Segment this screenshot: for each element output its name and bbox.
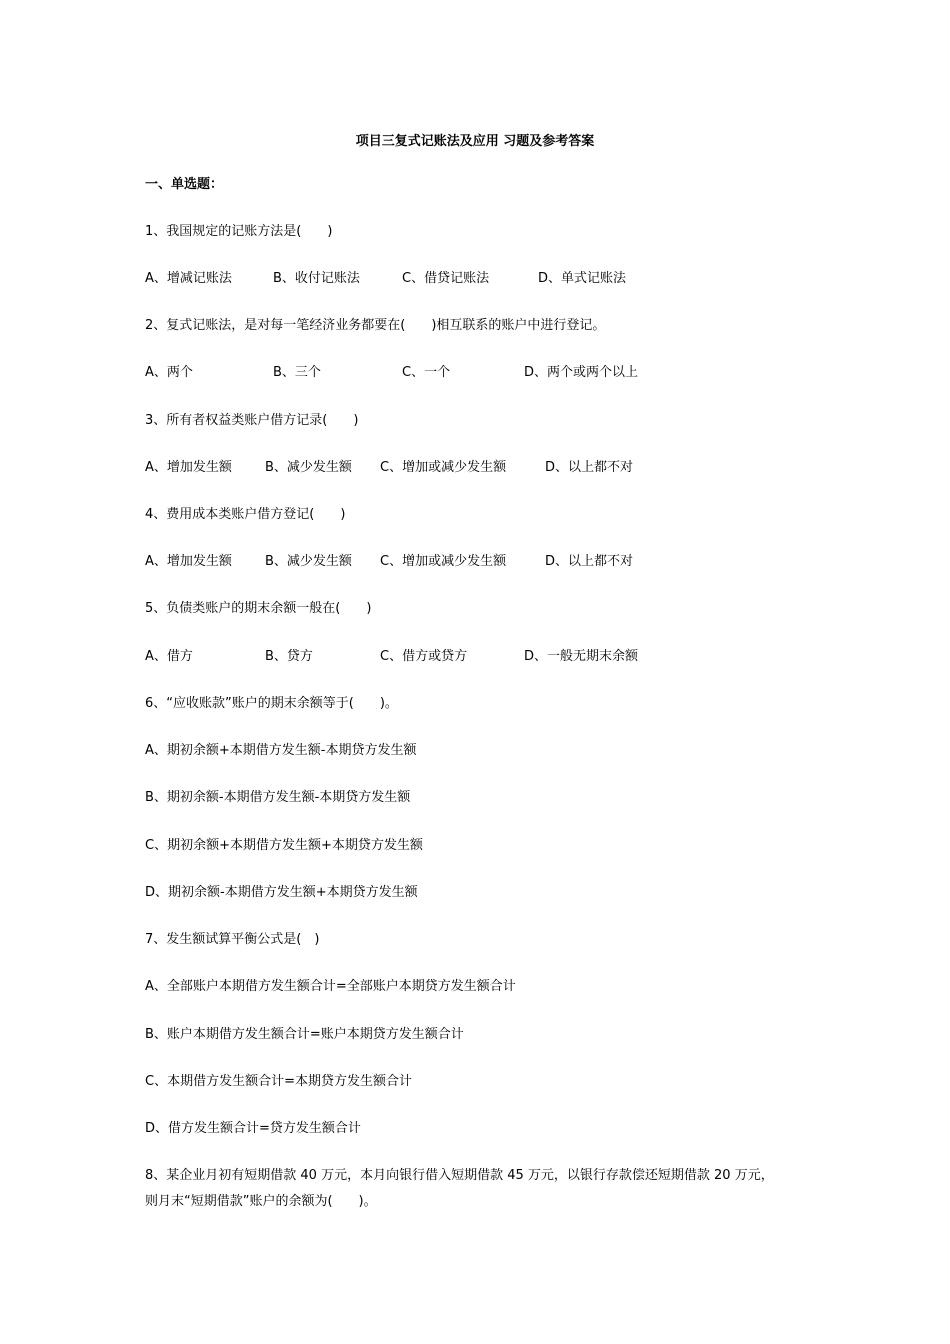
option-b: B、减少发生额 [265, 554, 352, 569]
option-b: B、贷方 [265, 649, 313, 664]
question-6-option-b: B、期初余额-本期借方发生额-本期贷方发生额 [145, 790, 411, 805]
option-d: D、一般无期末余额 [524, 649, 639, 664]
option-a: A、借方 [145, 649, 193, 664]
option-d: D、两个或两个以上 [524, 365, 639, 380]
question-7-stem: 7、发生额试算平衡公式是( ) [145, 932, 320, 947]
section-heading: 一、单选题： [145, 177, 224, 192]
question-7-option-a: A、全部账户本期借方发生额合计=全部账户本期贷方发生额合计 [145, 979, 516, 994]
question-3-stem: 3、所有者权益类账户借方记录( ) [145, 413, 359, 428]
question-8-stem: 8、某企业月初有短期借款 40 万元，本月向银行借入短期借款 45 万元，以银行存款偿还短期借款 20 万元， [145, 1168, 774, 1183]
question-6-option-a: A、期初余额+本期借方发生额-本期贷方发生额 [145, 743, 417, 758]
question-7-option-c: C、本期借方发生额合计=本期贷方发生额合计 [145, 1074, 412, 1089]
question-6-option-c: C、期初余额+本期借方发生额+本期贷方发生额 [145, 838, 423, 853]
option-c: C、增加或减少发生额 [380, 460, 507, 475]
option-a: A、增加发生额 [145, 554, 232, 569]
option-d: D、单式记账法 [538, 271, 627, 286]
question-5-stem: 5、负债类账户的期末余额一般在( ) [145, 601, 372, 616]
option-a: A、两个 [145, 365, 193, 380]
question-8-stem-continued: 则月末“短期借款”账户的余额为( )。 [145, 1194, 377, 1209]
question-7-option-d: D、借方发生额合计=贷方发生额合计 [145, 1121, 361, 1136]
option-b: B、收付记账法 [273, 271, 360, 286]
option-b: B、减少发生额 [265, 460, 352, 475]
question-1-stem: 1、我国规定的记账方法是( ) [145, 224, 333, 239]
option-d: D、以上都不对 [545, 554, 634, 569]
option-c: C、增加或减少发生额 [380, 554, 507, 569]
option-c: C、借方或贷方 [380, 649, 468, 664]
option-b: B、三个 [273, 365, 321, 380]
document-title: 项目三复式记账法及应用 习题及参考答案 [355, 134, 595, 149]
option-c: C、一个 [402, 365, 451, 380]
question-4-stem: 4、费用成本类账户借方登记( ) [145, 507, 346, 522]
question-6-option-d: D、期初余额-本期借方发生额+本期贷方发生额 [145, 885, 418, 900]
option-c: C、借贷记账法 [402, 271, 490, 286]
question-6-stem: 6、“应收账款”账户的期末余额等于( )。 [145, 696, 398, 711]
question-2-stem: 2、复式记账法，是对每一笔经济业务都要在( )相互联系的账户中进行登记。 [145, 318, 606, 333]
option-a: A、增加发生额 [145, 460, 232, 475]
question-7-option-b: B、账户本期借方发生额合计=账户本期贷方发生额合计 [145, 1027, 464, 1042]
option-a: A、增减记账法 [145, 271, 232, 286]
option-d: D、以上都不对 [545, 460, 634, 475]
